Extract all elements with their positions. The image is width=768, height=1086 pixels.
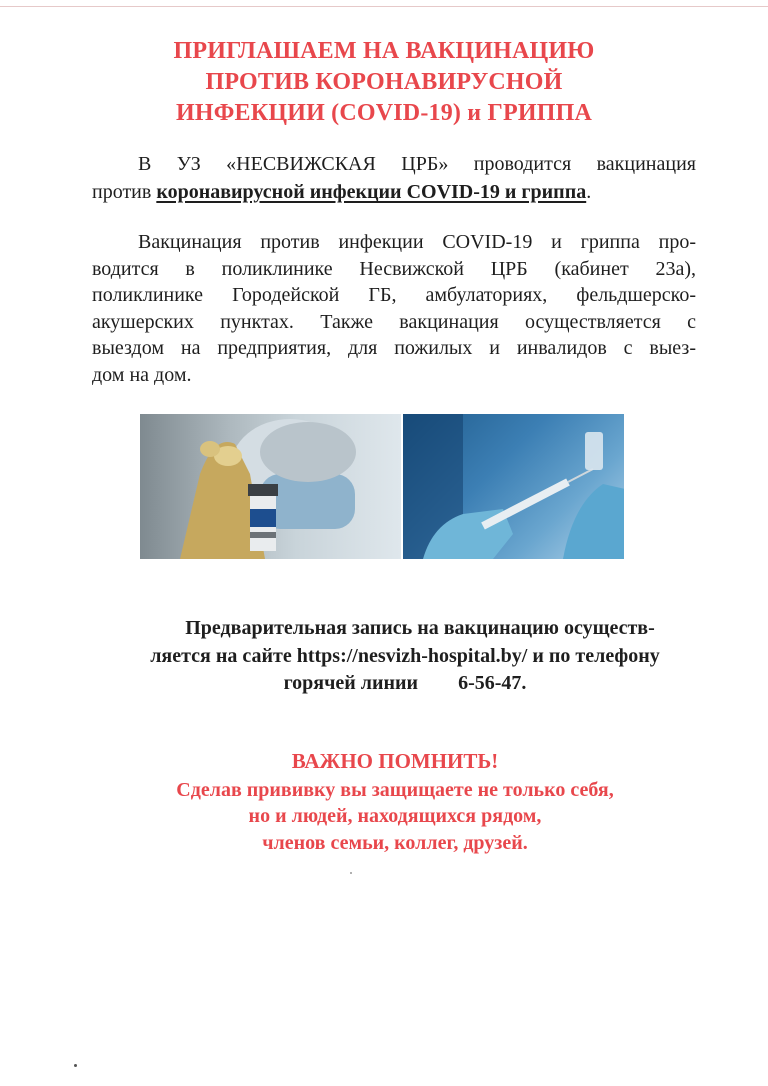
locations-line: выездом на предприятия, для пожилых и инвалидов с выез- <box>92 337 696 359</box>
registration-line: Предварительная запись на вакцинацию осуществ- <box>185 617 655 639</box>
important-line: Сделав прививку вы защищаете не только себя, <box>176 778 614 801</box>
locations-line: поликлинике Городейской ГБ, амбулаториях, фельдшерско- <box>92 284 696 306</box>
registration-line: ляется на сайте https://nesvizh-hospital.by/ и по телефону <box>150 644 660 667</box>
vaccine-vial-illustration <box>140 414 401 559</box>
locations-line: Вакцинация против инфекции COVID-19 и гриппа про- <box>138 231 696 253</box>
important-line: членов семьи, коллег, друзей. <box>262 831 528 854</box>
intro-line: В УЗ «НЕСВИЖСКАЯ ЦРБ» проводится вакцинация <box>138 153 696 175</box>
title-line: ПРОТИВ КОРОНАВИРУСНОЙ <box>205 69 563 95</box>
locations-paragraph <box>92 229 696 388</box>
title-line: ИНФЕКЦИИ (COVID-19) и ГРИППА <box>175 100 593 126</box>
syringe-illustration <box>403 414 624 559</box>
intro-paragraph <box>92 150 696 206</box>
intro-underlined-text: коронавирусной инфекции COVID-19 и гриппа <box>156 181 587 203</box>
scan-speck <box>350 872 352 874</box>
hotline-phone: 6-56-47. <box>458 672 527 694</box>
poster-title <box>60 36 708 129</box>
hotline-label: горячей линии <box>283 672 419 694</box>
locations-line: дом на дом. <box>92 363 192 386</box>
vaccine-vial-photo <box>140 414 401 559</box>
important-line: но и людей, находящихся рядом, <box>248 805 542 827</box>
page-top-border <box>0 6 768 7</box>
syringe-photo <box>403 414 624 559</box>
intro-suffix: . <box>586 181 592 203</box>
locations-line: водится в поликлинике Несвижской ЦРБ (кабинет 23а), <box>92 257 696 280</box>
registration-hotline-line <box>100 670 710 698</box>
title-line: ПРИГЛАШАЕМ НА ВАКЦИНАЦИЮ <box>173 38 595 64</box>
registration-paragraph <box>100 615 710 698</box>
important-heading: ВАЖНО ПОМНИТЬ! <box>291 749 499 773</box>
intro-prefix: против <box>92 181 157 203</box>
locations-line: акушерских пунктах. Также вакцинация осуществляется с <box>92 310 696 333</box>
important-note <box>100 748 690 856</box>
vaccination-photos <box>140 414 624 559</box>
scan-speck <box>74 1064 77 1067</box>
